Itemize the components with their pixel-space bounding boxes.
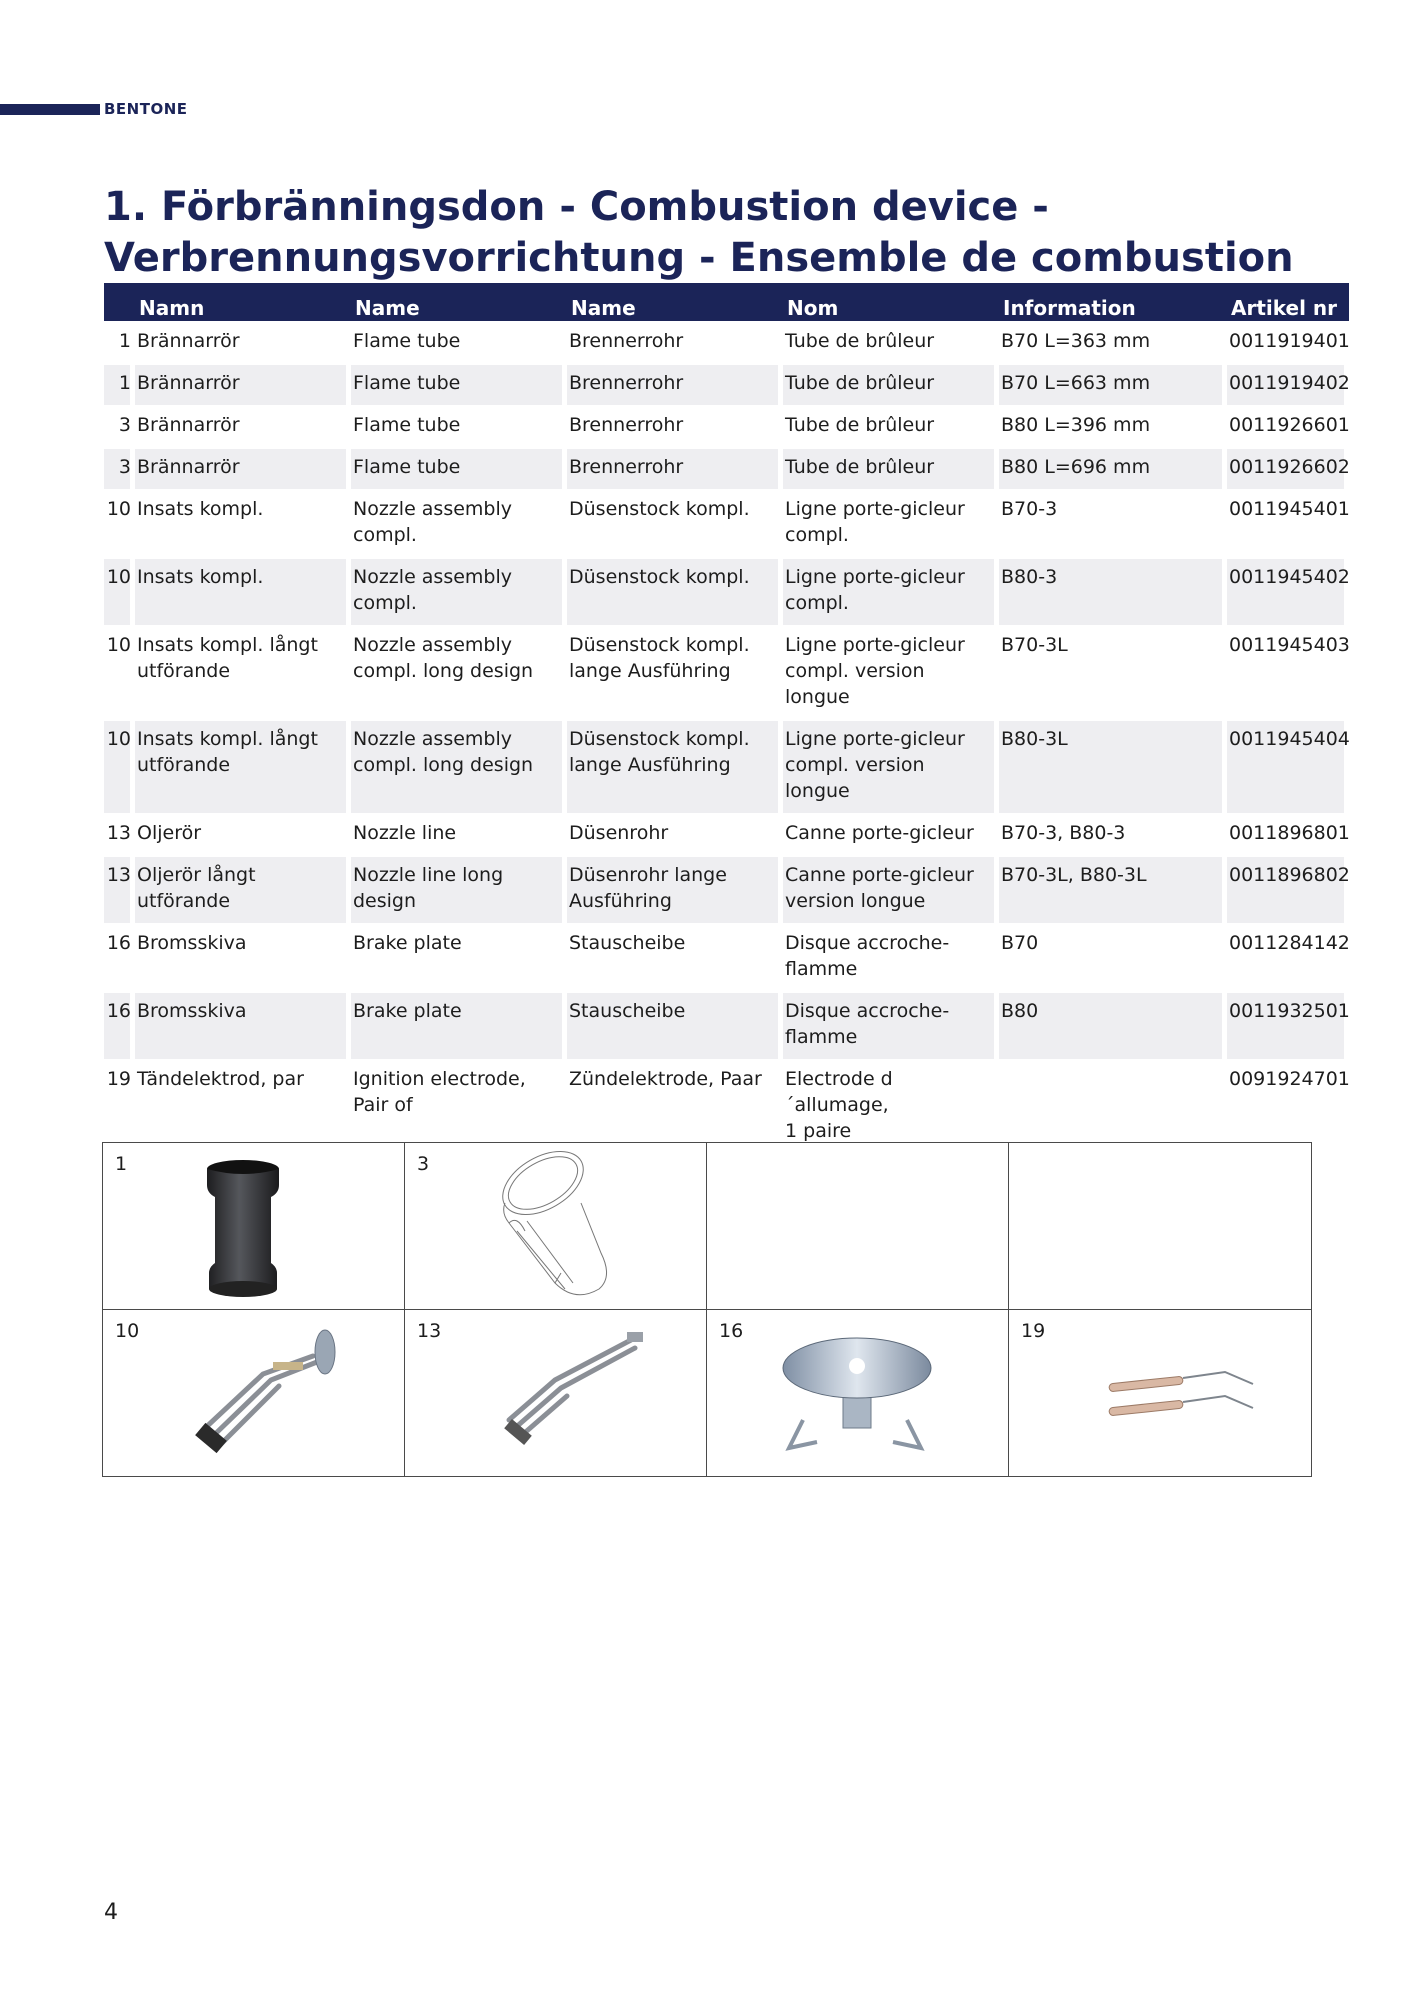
table-cell: Brännarrör	[135, 447, 351, 489]
page-number: 4	[104, 1900, 118, 1925]
table-cell: B70	[1001, 932, 1039, 954]
column-header: Name	[567, 283, 783, 321]
photo-cell-16	[707, 1310, 1009, 1477]
table-cell: 0011896801	[1229, 822, 1350, 844]
brand-name: BENTONE	[104, 100, 188, 118]
table-cell: Insats kompl.	[135, 557, 351, 625]
flame-tube-line-drawing-icon	[405, 1143, 707, 1309]
table-cell: B70 L=663 mm	[999, 363, 1227, 405]
table-cell: B80 L=396 mm	[1001, 414, 1151, 436]
table-cell: Düsenstock kompl.	[567, 557, 783, 625]
table-cell-pos: 13	[106, 822, 131, 844]
table-cell: Düsenrohr lange Ausführing	[567, 855, 783, 923]
photo-label: 3	[417, 1153, 430, 1175]
table-cell: Flame tube	[353, 414, 461, 436]
table-cell: Brake plate	[351, 991, 567, 1059]
table-cell-pos: 10	[106, 498, 131, 520]
table-cell: Zündelektrode, Paar	[569, 1068, 762, 1090]
table-cell: Insats kompl.	[137, 498, 264, 520]
table-cell: Oljerör långt utförande	[135, 855, 351, 923]
table-cell: Nozzle line long design	[351, 855, 567, 923]
table-cell: Ignition electrode, Pair of	[353, 1068, 526, 1116]
table-cell: Ligne porte-gicleur compl. version longue	[785, 634, 965, 708]
column-header: Name	[351, 283, 567, 321]
photo-cell-13	[405, 1310, 707, 1477]
table-cell: Brennerrohr	[569, 330, 684, 352]
table-cell: Brennerrohr	[569, 414, 684, 436]
table-cell: 0091924701	[1229, 1068, 1350, 1090]
table-cell: 0011945404	[1227, 719, 1349, 813]
column-header: Nom	[783, 283, 999, 321]
table-cell-pos: 1	[104, 363, 135, 405]
photo-label: 19	[1021, 1319, 1046, 1342]
column-header: Artikel nr	[1227, 283, 1349, 321]
table-cell: Brake plate	[353, 932, 462, 954]
table-cell: Tube de brûleur	[783, 447, 999, 489]
column-header: Information	[999, 283, 1227, 321]
table-cell: Bromsskiva	[137, 932, 247, 954]
table-cell: Oljerör	[137, 822, 202, 844]
table-cell: Flame tube	[351, 447, 567, 489]
table-cell: Tube de brûleur	[785, 414, 935, 436]
column-header	[104, 283, 135, 321]
table-cell-pos: 16	[104, 991, 135, 1059]
table-cell: B80-3L	[999, 719, 1227, 813]
table-cell: 0011284142	[1229, 932, 1350, 954]
table-cell-pos: 1	[118, 330, 131, 352]
table-cell: B80	[999, 991, 1227, 1059]
table-cell: Disque accroche- flamme	[783, 991, 999, 1059]
flame-tube-black-photo-icon	[103, 1143, 405, 1309]
table-cell: 0011926602	[1227, 447, 1349, 489]
table-cell: B70-3L, B80-3L	[999, 855, 1227, 923]
table-cell: Tändelektrod, par	[137, 1068, 304, 1090]
table-cell: Nozzle assembly compl.	[353, 498, 513, 546]
table-cell: Brännarrör	[137, 330, 240, 352]
photo-cell-empty	[1009, 1143, 1311, 1310]
table-cell: 0011945403	[1229, 634, 1350, 656]
photo-label: 1	[115, 1153, 128, 1175]
table-cell: Düsenstock kompl.	[569, 498, 750, 520]
table-cell: B70 L=363 mm	[1001, 330, 1151, 352]
table-cell: Düsenrohr	[569, 822, 669, 844]
table-cell: Electrode d´allumage, 1 paire	[785, 1068, 893, 1142]
table-cell: Brennerrohr	[567, 363, 783, 405]
table-cell: 0011919401	[1229, 330, 1350, 352]
table-cell: Disque accroche- flamme	[785, 932, 950, 980]
table-cell: 0011945402	[1227, 557, 1349, 625]
table-cell: 0011945401	[1229, 498, 1350, 520]
table-cell: B80-3	[999, 557, 1227, 625]
table-cell: Düsenstock kompl. lange Ausführing	[567, 719, 783, 813]
table-cell-pos: 3	[104, 447, 135, 489]
table-cell: Nozzle assembly compl. long design	[353, 634, 534, 682]
table-cell: Stauscheibe	[569, 932, 686, 954]
photo-cell-19	[1009, 1310, 1311, 1477]
table-cell: Flame tube	[353, 330, 461, 352]
table-cell: Bromsskiva	[135, 991, 351, 1059]
table-cell: Canne porte-gicleur	[785, 822, 974, 844]
column-header: Namn	[135, 283, 351, 321]
brake-plate-photo-icon	[707, 1310, 1009, 1476]
photo-cell-1	[103, 1143, 405, 1310]
table-cell: B70-3L	[1001, 634, 1068, 656]
photo-cell-empty	[707, 1143, 1009, 1310]
photo-label: 13	[417, 1319, 442, 1342]
parts-table	[104, 283, 1349, 1153]
table-cell: Nozzle line	[353, 822, 457, 844]
table-cell: Tube de brûleur	[783, 363, 999, 405]
photo-label: 10	[115, 1319, 140, 1342]
table-cell: B80 L=696 mm	[999, 447, 1227, 489]
table-cell	[999, 1059, 1227, 1153]
table-cell: Ligne porte-gicleur compl.	[785, 498, 965, 546]
table-cell: 0011896802	[1227, 855, 1349, 923]
table-cell: Brännarrör	[135, 363, 351, 405]
table-cell: Nozzle assembly compl.	[351, 557, 567, 625]
table-cell: Nozzle assembly compl. long design	[351, 719, 567, 813]
table-cell: Insats kompl. långt utförande	[135, 719, 351, 813]
photo-label: 16	[719, 1319, 744, 1342]
photo-cell-3	[405, 1143, 707, 1310]
photo-cell-10	[103, 1310, 405, 1477]
table-cell-pos: 10	[104, 557, 135, 625]
table-cell: Canne porte-gicleur version longue	[783, 855, 999, 923]
table-cell: Brännarrör	[137, 414, 240, 436]
ignition-electrode-pair-photo-icon	[1009, 1310, 1311, 1476]
table-cell-pos: 16	[106, 932, 131, 954]
nozzle-assembly-photo-icon	[103, 1310, 405, 1476]
table-cell: 0011932501	[1227, 991, 1349, 1059]
table-cell: Tube de brûleur	[785, 330, 935, 352]
brand-bar	[0, 104, 100, 115]
table-cell-pos: 3	[118, 414, 131, 436]
table-cell: B70-3, B80-3	[1001, 822, 1126, 844]
table-cell-pos: 10	[106, 634, 131, 656]
table-cell: 0011926601	[1229, 414, 1350, 436]
table-cell: Düsenstock kompl. lange Ausführing	[569, 634, 750, 682]
table-cell-pos: 13	[104, 855, 135, 923]
table-cell-pos: 10	[104, 719, 135, 813]
table-cell: Insats kompl. långt utförande	[137, 634, 318, 682]
table-cell: Brennerrohr	[567, 447, 783, 489]
table-cell: Ligne porte-gicleur compl. version longue	[783, 719, 999, 813]
table-cell: Stauscheibe	[567, 991, 783, 1059]
table-cell: Flame tube	[351, 363, 567, 405]
table-cell-pos: 19	[106, 1068, 131, 1090]
photo-grid	[102, 1142, 1312, 1477]
page-title: 1. Förbränningsdon - Combustion device - Verbrennungsvorrichtung - Ensemble de combustion	[104, 184, 1294, 281]
table-cell: B70-3	[1001, 498, 1058, 520]
table-cell: Ligne porte-gicleur compl.	[783, 557, 999, 625]
nozzle-line-photo-icon	[405, 1310, 707, 1476]
table-cell: 0011919402	[1227, 363, 1349, 405]
